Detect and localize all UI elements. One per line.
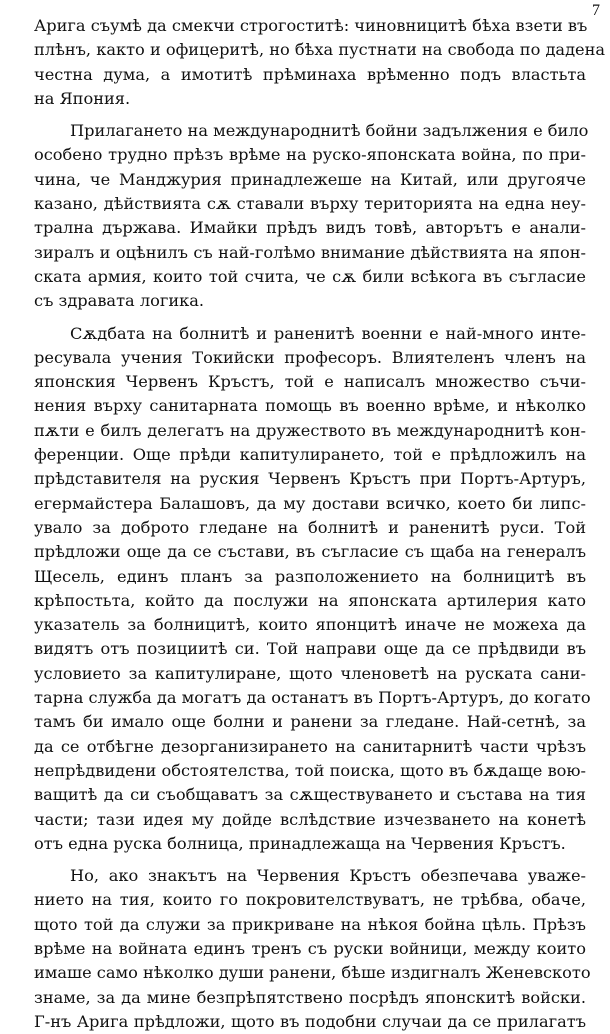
paragraph-3 <box>34 322 591 857</box>
text-line: тамъ би имало още болни и ранени за гледане. Най-сетнѣ, за <box>34 712 586 732</box>
text-line: тарна служба да могатъ да останатъ въ Портъ-Артуръ, до когато <box>34 688 591 708</box>
text-line: части; тази идея му дойде вслѣдствие изчезването на конетѣ <box>34 809 586 829</box>
text-line: указатель за болницитѣ, които японцитѣ иначе не можеха да <box>34 615 586 635</box>
text-line: ващитѣ да си съобщаватъ за сѫществуването и състава на тия <box>34 785 586 805</box>
text-line: Щесель, единъ планъ за разположението на болницитѣ въ <box>34 566 586 586</box>
paragraph-2 <box>34 119 589 313</box>
text-line: трална държава. Имайки прѣдъ видъ товѣ, авторътъ е анали- <box>34 218 586 238</box>
text-line: ската армия, които той счита, че сѫ били всѣкога въ съгласие <box>34 266 586 286</box>
text-line: нения върху санитарната помощь въ военно врѣме, и нѣколко <box>34 396 586 416</box>
text-line: врѣме на войната единъ тренъ съ руски войници, между които <box>34 938 586 958</box>
text-line: егермайстера Балашовъ, да му достави всичко, което би липс- <box>34 493 586 513</box>
text-line: плѣнъ, както и офицеритѣ, но бѣха пустнати на свобода по дадена <box>34 40 606 60</box>
text-line: Прилагането на международнитѣ бойни задължения е било <box>70 121 589 141</box>
text-line: прѣдставителя на руския Червенъ Кръстъ при Портъ-Артуръ, <box>34 469 586 489</box>
body-text <box>34 14 606 1034</box>
text-line: съ здравата логика. <box>34 291 205 311</box>
text-line: ресувала учения Токийски професоръ. Влиятеленъ членъ на <box>34 347 586 367</box>
paragraph-1 <box>34 14 606 111</box>
text-line: увало за доброто гледане на болнитѣ и раненитѣ руси. Той <box>34 517 586 537</box>
text-line: Сѫдбата на болнитѣ и раненитѣ военни е най-много инте- <box>70 323 586 343</box>
text-line: отъ една руска болница, принадлежаща на Червения Кръстъ. <box>34 833 566 853</box>
text-line: условието за капитулиране, щото членоветѣ на руската сани- <box>34 663 586 683</box>
text-line: крѣпостьта, който да послужи на японската артилерия като <box>34 590 586 610</box>
text-line: зиралъ и оцѣнилъ съ най-голѣмо внимание дѣйствията на япон- <box>34 242 586 262</box>
text-line: Но, ако знакътъ на Червения Кръстъ обезпечава уваже- <box>70 866 586 886</box>
text-line: особено трудно прѣзъ врѣме на руско-японската война, по при- <box>34 145 586 165</box>
text-line: да се отбѣгне дезорганизирането на санитарнитѣ части чрѣзъ <box>34 736 586 756</box>
text-line: Г-нъ Арига прѣдложи, щото въ подобни случаи да се прилагатъ <box>34 1011 586 1031</box>
text-line: прѣдложи още да се състави, въ съгласие съ щаба на генералъ <box>34 542 586 562</box>
text-line: на Япония. <box>34 88 131 108</box>
text-line: пѫти е билъ делегатъ на дружеството въ международнитѣ кон- <box>34 420 586 440</box>
text-line: имаше само нѣколко души ранени, бѣше издигналъ Женевското <box>34 963 591 983</box>
text-line: нието на тия, които го покровителствуватъ, не трѣбва, обаче, <box>34 890 586 910</box>
text-line: Арига съумѣ да смекчи строгоститѣ: чиновницитѣ бѣха взети въ <box>34 16 588 35</box>
text-line: японския Червенъ Кръстъ, той е написалъ множество съчи- <box>34 372 586 392</box>
text-line: непрѣдвидени обстоятелства, той поиска, щото въ бѫдаще вою- <box>34 760 586 780</box>
text-line: казано, дѣйствията сѫ ставали върху територията на една неу- <box>34 194 586 214</box>
text-line: знаме, за да мине безпрѣпятствено посрѣдъ японскитѣ войски. <box>34 987 586 1007</box>
text-line: видятъ отъ позициитѣ си. Той направи още да се прѣдвиди въ <box>34 639 586 659</box>
text-line: чина, че Манджурия принадлежеше на Китай, или другояче <box>34 169 586 189</box>
page-number: 7 <box>592 2 600 19</box>
text-line: честна дума, а имотитѣ прѣминаха врѣменно подъ властьта <box>34 64 586 84</box>
text-line: щото той да служи за прикриване на нѣкоя бойна цѣль. Прѣзъ <box>34 914 586 934</box>
text-line: ференции. Още прѣди капитулирането, той е прѣдложилъ на <box>34 445 586 465</box>
paragraph-4 <box>34 864 591 1034</box>
